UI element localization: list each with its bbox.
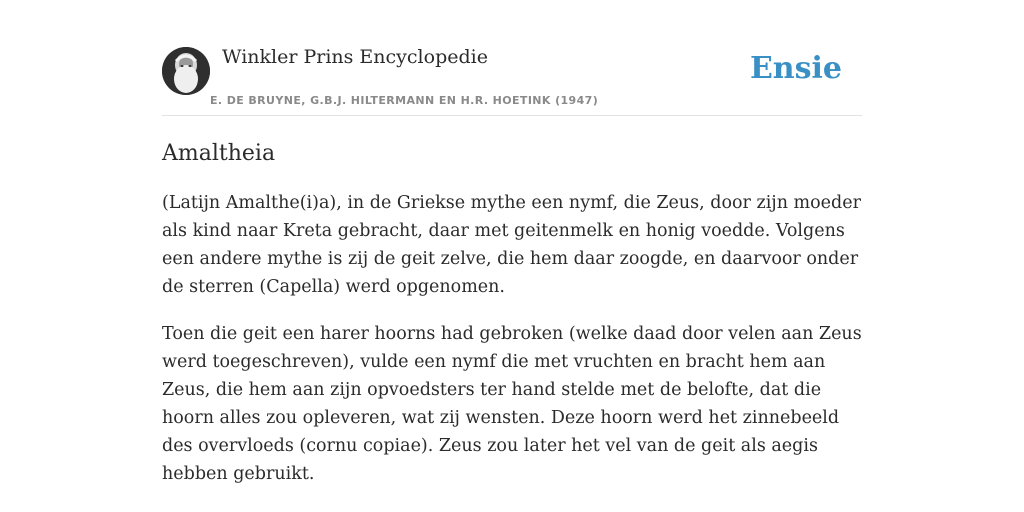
entry-paragraph: (Latijn Amalthe(i)a), in de Griekse mythe een nymf, die Zeus, door zijn moeder als kind naar Kreta gebracht, daar met geitenmelk en honig voedde. Volgens een andere mythe is zij de geit zelve, die hem daar zoogde, en daarvoor onder de sterren (Capella) werd opgenomen. [162, 193, 861, 297]
source-title[interactable]: Winkler Prins Encyclopedie [222, 46, 488, 68]
brand-logo[interactable]: Ensie [749, 51, 842, 86]
source-header [162, 44, 862, 116]
entry-paragraph: Toen die geit een harer hoorns had gebroken (welke daad door velen aan Zeus werd toegeschreven), vulde een nymf die met vruchten en bracht hem aan Zeus, die hem aan zijn opvoedsters ter hand stelde met de belofte, dat die hoorn alles zou opleveren, wat zij wensten. Deze hoorn werd het zinnebeeld des overvloeds (cornu copiae). Zeus zou later het vel van de geit als aegis hebben gebruikt. [162, 324, 862, 484]
bearded-man-portrait-icon [162, 47, 210, 95]
source-authors: E. DE BRUYNE, G.B.J. HILTERMANN EN H.R. HOETINK (1947) [210, 94, 599, 107]
entry-title: Amaltheia [162, 141, 276, 166]
page-container [162, 44, 862, 488]
avatar[interactable] [162, 47, 210, 95]
